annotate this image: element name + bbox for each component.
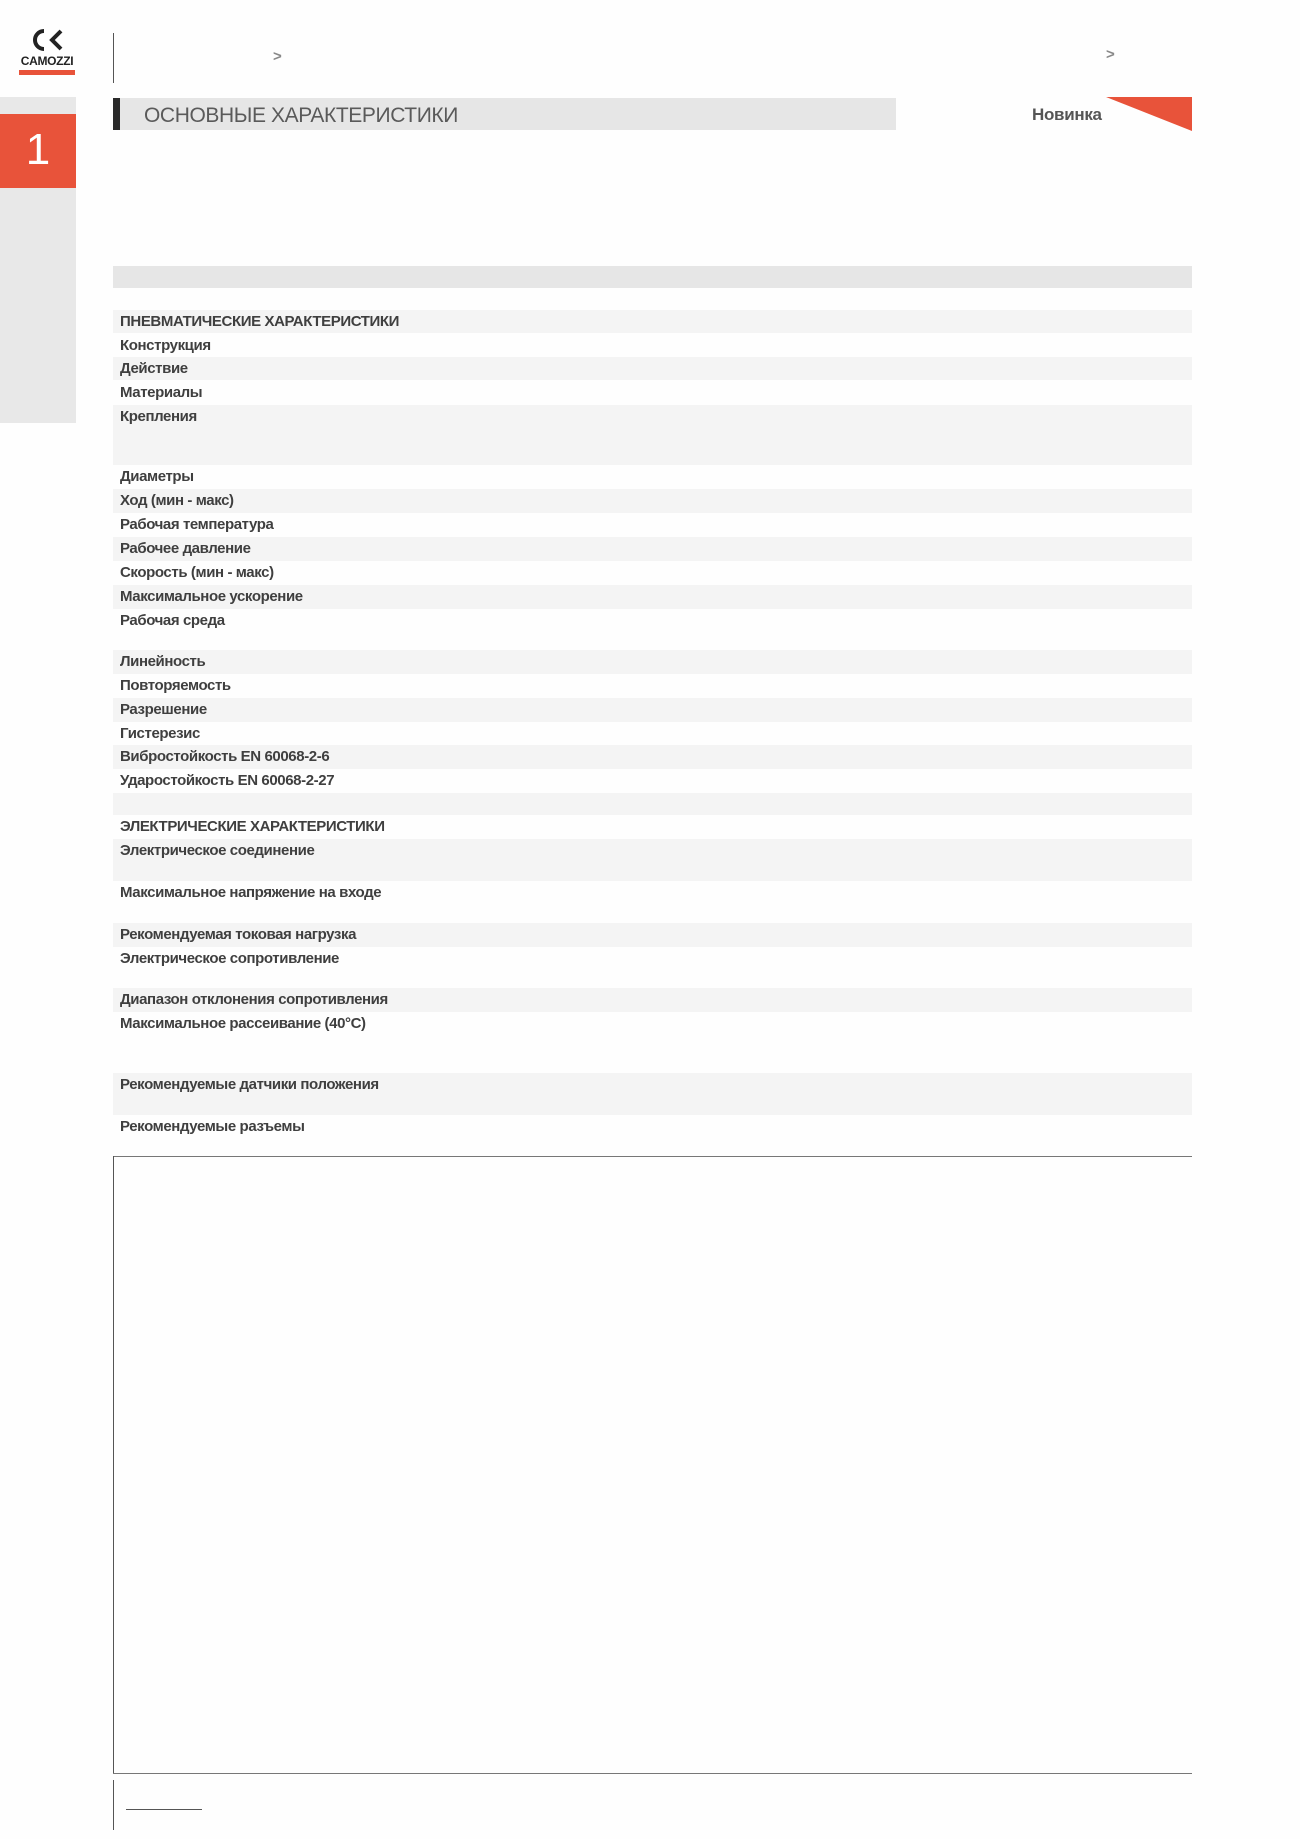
spec-label: Разрешение bbox=[120, 701, 207, 718]
table-row bbox=[113, 537, 1192, 561]
table-bottom-rule bbox=[113, 1156, 1192, 1157]
table-row bbox=[113, 310, 1192, 333]
section-title: ОСНОВНЫЕ ХАРАКТЕРИСТИКИ bbox=[144, 104, 458, 127]
spec-label: Максимальное напряжение на входе bbox=[120, 884, 382, 901]
table-row bbox=[113, 881, 1192, 923]
content-divider bbox=[113, 1156, 114, 1773]
spec-label: Электрическое соединение bbox=[120, 842, 315, 859]
spec-label: Вибростойкость EN 60068-2-6 bbox=[120, 748, 330, 765]
table-row bbox=[113, 745, 1192, 769]
spec-label: Максимальное ускорение bbox=[120, 588, 303, 605]
breadcrumb-separator-icon: > bbox=[1106, 46, 1115, 63]
table-row bbox=[113, 513, 1192, 537]
table-row bbox=[113, 674, 1192, 698]
camozzi-logo-icon bbox=[30, 28, 64, 52]
spec-label: Диаметры bbox=[120, 468, 194, 485]
spec-label: Электрическое сопротивление bbox=[120, 950, 339, 967]
camozzi-logo bbox=[16, 28, 78, 76]
table-row bbox=[113, 698, 1192, 722]
spec-label: Повторяемость bbox=[120, 677, 231, 694]
table-row bbox=[113, 722, 1192, 745]
spec-label: Рекомендуемая токовая нагрузка bbox=[120, 926, 357, 943]
spec-label: Гистерезис bbox=[120, 725, 200, 742]
spec-label: Материалы bbox=[120, 384, 203, 401]
table-row bbox=[113, 357, 1192, 380]
table-row bbox=[113, 1073, 1192, 1115]
spec-label: Рабочая температура bbox=[120, 516, 274, 533]
spec-label: Конструкция bbox=[120, 337, 211, 354]
table-row bbox=[113, 793, 1192, 815]
table-row bbox=[113, 988, 1192, 1012]
brand-name: CAMOZZI bbox=[20, 54, 74, 68]
table-row bbox=[113, 923, 1192, 947]
logo-accent-bar bbox=[19, 70, 75, 75]
chapter-number: 1 bbox=[25, 125, 51, 174]
footer-rule bbox=[113, 1773, 1192, 1774]
table-row bbox=[113, 650, 1192, 674]
spec-label: Крепления bbox=[120, 408, 197, 425]
footer-short-rule bbox=[126, 1809, 202, 1810]
spec-label: Рабочая среда bbox=[120, 612, 225, 629]
table-row bbox=[113, 1115, 1192, 1156]
table-row bbox=[113, 585, 1192, 609]
table-row bbox=[113, 609, 1192, 650]
spec-label: ЭЛЕКТРИЧЕСКИЕ ХАРАКТЕРИСТИКИ bbox=[120, 818, 385, 835]
footer-divider bbox=[113, 1780, 114, 1830]
spec-label: Рабочее давление bbox=[120, 540, 251, 557]
breadcrumb-separator-icon: > bbox=[273, 48, 282, 65]
new-flag-icon bbox=[1106, 97, 1192, 131]
spec-label: ПНЕВМАТИЧЕСКИЕ ХАРАКТЕРИСТИКИ bbox=[120, 313, 400, 330]
table-row bbox=[113, 947, 1192, 988]
spec-label: Рекомендуемые разъемы bbox=[120, 1118, 305, 1135]
section-title-accent bbox=[113, 98, 120, 130]
table-row bbox=[113, 465, 1192, 489]
table-row bbox=[113, 815, 1192, 839]
spec-label: Линейность bbox=[120, 653, 206, 670]
header-divider bbox=[113, 33, 114, 83]
spec-label: Диапазон отклонения сопротивления bbox=[120, 991, 388, 1008]
spec-label: Скорость (мин - макс) bbox=[120, 564, 274, 581]
spec-label: Ход (мин - макс) bbox=[120, 492, 234, 509]
table-row bbox=[113, 334, 1192, 357]
table-row bbox=[113, 405, 1192, 465]
table-row bbox=[113, 381, 1192, 404]
table-row bbox=[113, 489, 1192, 513]
table-header-band bbox=[113, 266, 1192, 288]
new-badge-label: Новинка bbox=[1032, 105, 1102, 124]
spec-label: Рекомендуемые датчики положения bbox=[120, 1076, 379, 1093]
table-row bbox=[113, 839, 1192, 881]
table-row bbox=[113, 769, 1192, 793]
spec-label: Максимальное рассеивание (40°C) bbox=[120, 1015, 366, 1032]
spec-label: Ударостойкость EN 60068-2-27 bbox=[120, 772, 335, 789]
table-row bbox=[113, 561, 1192, 585]
table-row bbox=[113, 1012, 1192, 1073]
spec-label: Действие bbox=[120, 360, 188, 377]
